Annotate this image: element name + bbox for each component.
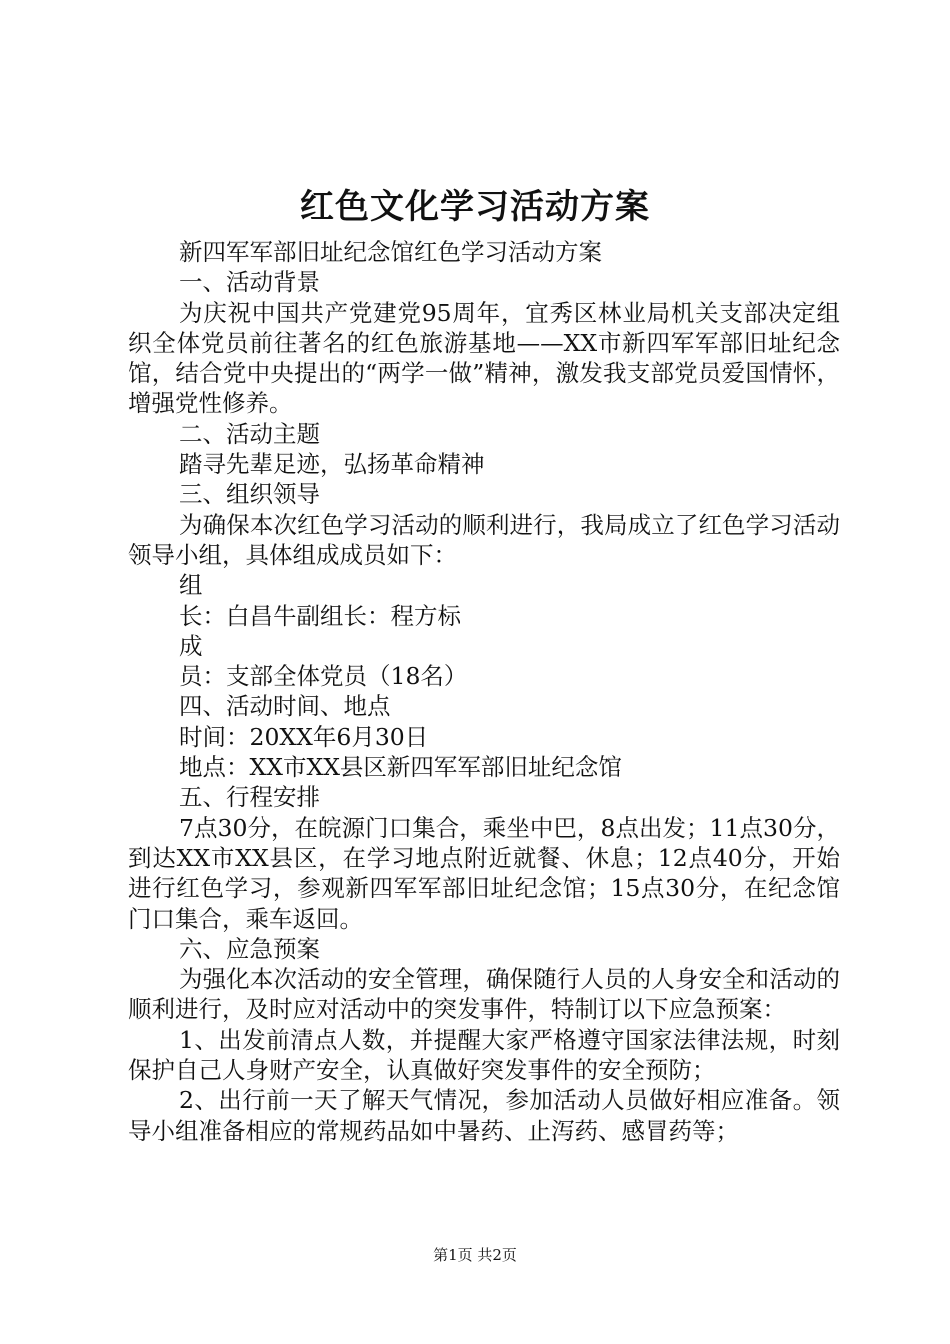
page-footer: 第1页 共2页 [433,1246,517,1264]
section-5-body: 7点30分，在皖源门口集合，乘坐中巴，8点出发；11点30分，到达XX市XX县区，在学习地点附近就餐、休息；12点40分，开始进行红色学习，参观新四军军部旧址纪念馆；15点30分，在纪念馆门口集合，乘车返回。 [128,813,840,933]
document-title: 红色文化学习活动方案 [300,187,650,227]
leader-line-2: 长：白昌牛副组长：程方标 [179,601,461,630]
leader-line-1: 组 [179,571,203,600]
section-1-heading: 一、活动背景 [179,268,320,297]
section-5-heading: 五、行程安排 [179,783,320,812]
member-line-1: 成 [179,631,203,660]
section-3-body: 为确保本次红色学习活动的顺利进行，我局成立了红色学习活动领导小组，具体组成成员如下： [128,510,840,569]
time-line: 时间：20XX年6月30日 [179,722,429,751]
section-4-heading: 四、活动时间、地点 [179,692,391,721]
section-2-body: 踏寻先辈足迹，弘扬革命精神 [179,450,485,479]
section-1-body: 为庆祝中国共产党建党95周年，宜秀区林业局机关支部决定组织全体党员前往著名的红色旅游基地——XX市新四军军部旧址纪念馆，结合党中央提出的“两学一做”精神，激发我支部党员爱国情怀，增强党性修养。 [128,298,840,418]
section-6-body: 为强化本次活动的安全管理，确保随行人员的人身安全和活动的顺利进行，及时应对活动中的突发事件，特制订以下应急预案： [128,965,840,1024]
document-subtitle: 新四军军部旧址纪念馆红色学习活动方案 [179,238,602,266]
section-2-heading: 二、活动主题 [179,419,320,448]
emergency-item-2: 2、出行前一天了解天气情况，参加活动人员做好相应准备。领导小组准备相应的常规药品如中暑药、止泻药、感冒药等； [128,1086,840,1145]
emergency-item-1: 1、出发前清点人数，并提醒大家严格遵守国家法律法规，时刻保护自己人身财产安全，认真做好突发事件的安全预防； [128,1025,840,1085]
place-line: 地点：XX市XX县区新四军军部旧址纪念馆 [179,753,622,782]
document-body [128,237,840,1146]
section-6-heading: 六、应急预案 [179,934,320,963]
section-3-heading: 三、组织领导 [179,480,320,509]
member-line-2: 员：支部全体党员（18名） [179,662,468,691]
